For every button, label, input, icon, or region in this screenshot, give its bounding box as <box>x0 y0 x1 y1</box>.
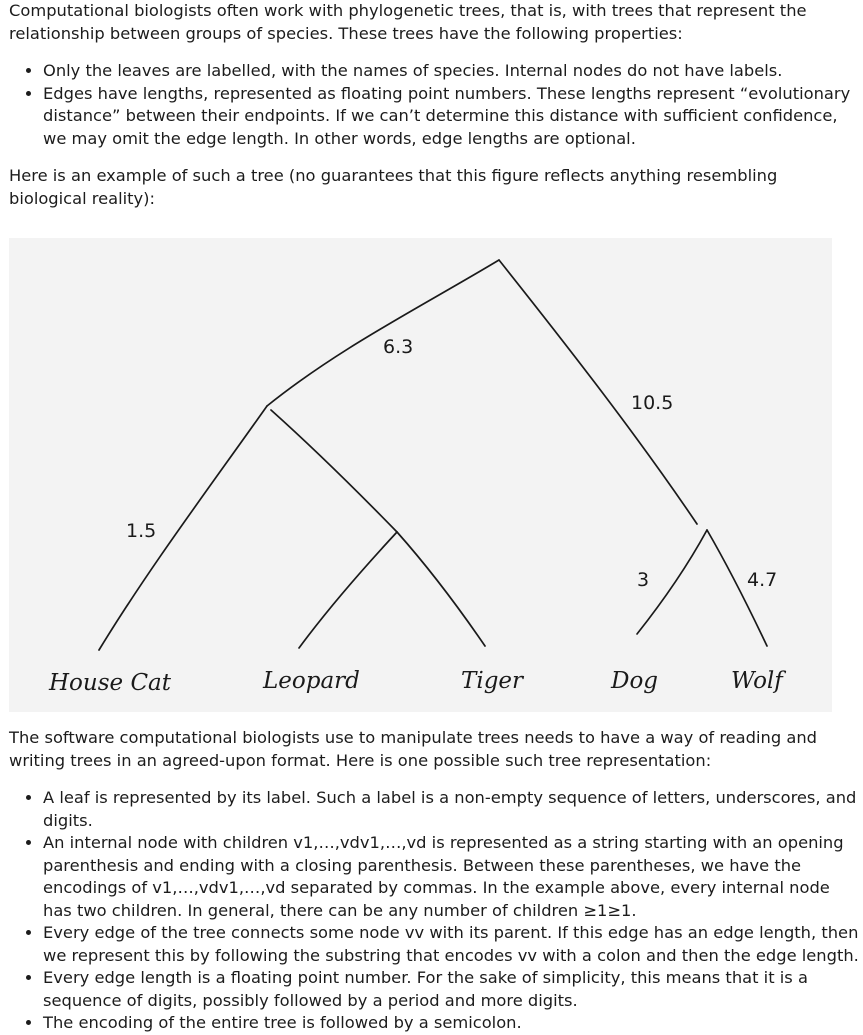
tree-drawing <box>9 238 832 712</box>
list-item: • Every edge length is a floating point number. For the sake of simplicity, this means that it is a sequence of digits, possibly followed by a period and more digits. <box>43 967 859 1012</box>
leaf-label-wolf: Wolf <box>731 668 783 694</box>
edge-tiger <box>397 532 485 646</box>
list-item: • Only the leaves are labelled, with the names of species. Internal nodes do not have labels. <box>43 60 859 83</box>
list-item: • Every edge of the tree connects some node vv with its parent. If this edge has an edge length, then we represent this by following the substring that encodes vv with a colon and then the edge length. <box>43 922 859 967</box>
leaf-label-house-cat: House Cat <box>49 670 171 696</box>
intro-section <box>9 0 859 210</box>
leaf-label-tiger: Tiger <box>461 668 524 694</box>
intro-paragraph: Computational biologists often work with phylogenetic trees, that is, with trees that represent the relationship between groups of species. These trees have the following properties: <box>9 1 807 43</box>
edge-label-house-cat: 1.5 <box>126 520 157 542</box>
phylogenetic-tree-figure <box>9 238 832 712</box>
edge-house-cat <box>99 406 267 650</box>
edge-cat-internal <box>271 410 397 532</box>
representation-rules-list <box>9 787 859 1035</box>
edge-root-left <box>267 260 499 406</box>
leaf-label-leopard: Leopard <box>263 668 360 694</box>
list-item: • An internal node with children v1,…,vdv1,…,vd is represented as a string starting with an opening parenthesis and ending with a closing parenthesis. Between these parentheses, we have the encodings of v1,…,vdv1,…,vd separated by commas. In the example above, every internal node has two children. In general, there can be any number of children ≥1≥1. <box>43 832 859 922</box>
representation-section <box>9 727 859 1035</box>
edge-leopard <box>299 532 397 648</box>
example-paragraph: Here is an example of such a tree (no guarantees that this figure reflects anything resembling biological reality): <box>9 166 778 208</box>
edge-label-dog: 3 <box>637 569 650 591</box>
edge-label-wolf: 4.7 <box>747 569 778 591</box>
list-item: • Edges have lengths, represented as floating point numbers. These lengths represent “evolutionary distance” between their endpoints. If we can’t determine this distance with sufficient confidence, we may omit the edge length. In other words, edge lengths are optional. <box>43 83 859 151</box>
list-item: • A leaf is represented by its label. Such a label is a non-empty sequence of letters, underscores, and digits. <box>43 787 859 832</box>
leaf-label-dog: Dog <box>611 668 659 694</box>
edge-label-root-left: 6.3 <box>383 336 414 358</box>
list-item: • The encoding of the entire tree is followed by a semicolon. <box>43 1012 859 1035</box>
tree-properties-list <box>9 60 859 150</box>
edge-label-root-right: 10.5 <box>631 392 674 414</box>
representation-paragraph: The software computational biologists use to manipulate trees needs to have a way of reading and writing trees in an agreed-upon format. Here is one possible such tree representation: <box>9 728 817 770</box>
